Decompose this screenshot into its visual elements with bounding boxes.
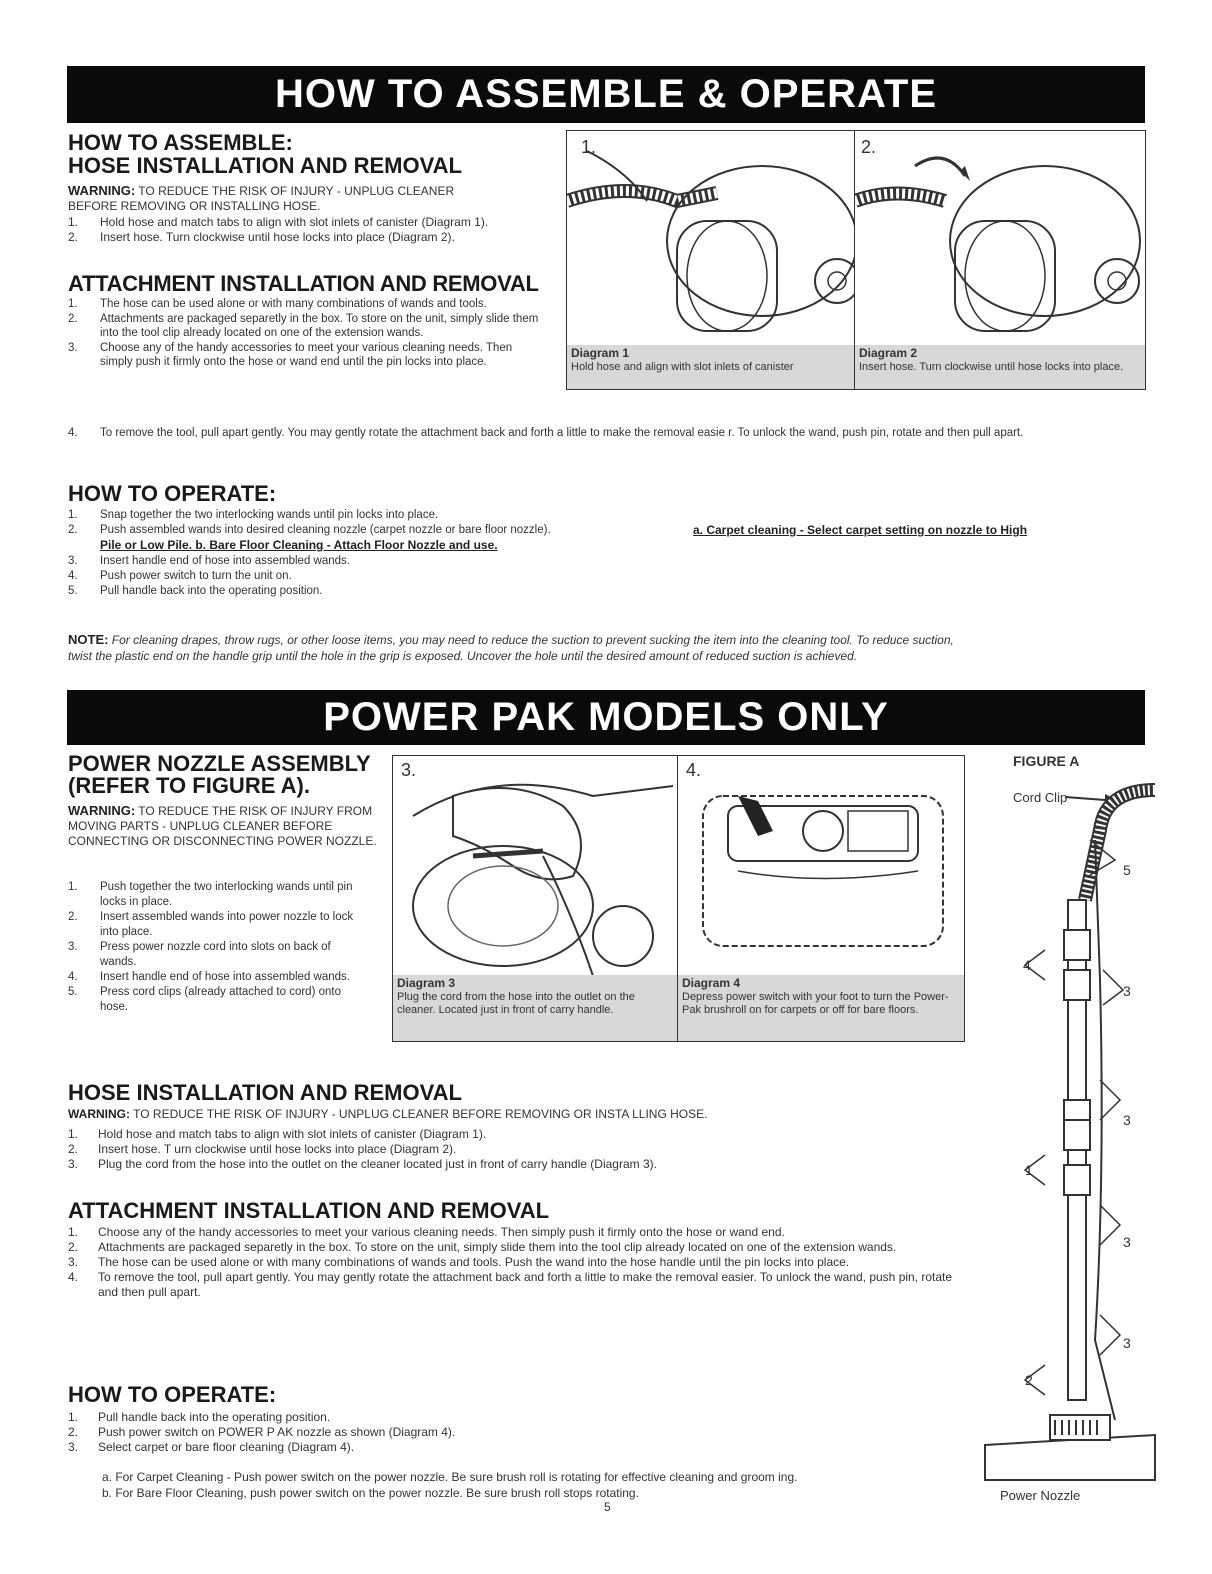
operate-sub-a: a. For Carpet Cleaning - Push power switch on the power nozzle. Be sure brush roll is rotating for effective cleaning and groom ing. [102, 1470, 798, 1484]
canister-hose-illustration [567, 131, 856, 351]
list-item: 5. Press cord clips (already attached to cord) onto hose. [68, 986, 341, 1013]
operate-steps [68, 508, 1148, 599]
warning-label: WARNING: [68, 183, 136, 198]
list-item: 2. Attachments are packaged separetly in the box. To store on the unit, simply slide them into the tool clip already located on one of the extension wands. [68, 1240, 897, 1254]
figure-label-3: 3 [1123, 983, 1131, 999]
warning-text-line2: BEFORE REMOVING OR INSTALLING HOSE. [68, 199, 321, 213]
power-nozzle-steps [68, 880, 368, 1015]
operate-heading-2: HOW TO OPERATE: [68, 1382, 277, 1407]
figure-label-2: 2 [1025, 1372, 1033, 1388]
attachment-step-4: 4. To remove the tool, pull apart gently. You may gently rotate the attachment back and forth a little to make the removal easie r. To unlock the wand, push pin, rotate and then pull apart. [68, 427, 1024, 439]
attachment-heading: ATTACHMENT INSTALLATION AND REMOVAL [68, 271, 539, 296]
figure-label-4: 4 [1023, 957, 1031, 973]
assemble-warning [68, 183, 548, 214]
warning-text: TO REDUCE THE RISK OF INJURY - UNPLUG CLEANER [138, 184, 455, 198]
figure-label-3: 3 [1123, 1112, 1131, 1128]
list-item: 3. Select carpet or bare floor cleaning (Diagram 4). [68, 1440, 355, 1454]
list-item: 2. Push assembled wands into desired cleaning nozzle (carpet nozzle or bare floor nozzle). a. Carpet cleaning - Select carpet setting on nozzle to High [68, 523, 1028, 537]
diagram-3: 3. Diagram 3 Plug the cord from the hose into the outlet on the cleaner. Located just in front of carry handle. [392, 755, 680, 1042]
plug-cord-illustration [393, 756, 679, 976]
diagram-4-caption: Diagram 4 Depress power switch with your foot to turn the Power-Pak brushroll on for carpets or off for bare floors. [678, 975, 964, 1041]
diagram-1-caption: Diagram 1 Hold hose and align with slot inlets of canister [567, 345, 856, 389]
list-item: 4. Push power switch to turn the unit on. [68, 570, 292, 582]
list-item: 4. Insert handle end of hose into assembled wands. [68, 971, 350, 983]
operate-steps-2 [68, 1410, 968, 1455]
hose-warning-2: WARNING: TO REDUCE THE RISK OF INJURY - UNPLUG CLEANER BEFORE REMOVING OR INSTA LLING HOSE. [68, 1107, 708, 1121]
figure-label-1: 1 [1025, 1162, 1033, 1178]
operate-sub-b: b. For Bare Floor Cleaning, push power switch on the power nozzle. Be sure brush roll stops rotating. [102, 1486, 639, 1500]
page-number: 5 [604, 1500, 611, 1514]
list-item: 2. Insert hose. Turn clockwise until hose locks into place (Diagram 2). [68, 230, 455, 244]
hose-steps-2 [68, 1127, 968, 1172]
list-item: 3. Insert handle end of hose into assembled wands. [68, 555, 350, 567]
list-item: 3. Press power nozzle cord into slots on back of wands. [68, 941, 331, 968]
figure-label-3: 3 [1123, 1234, 1131, 1250]
section-banner-power-pak: POWER PAK MODELS ONLY [67, 690, 1145, 745]
list-item: 1. Choose any of the handy accessories to meet your various cleaning needs. Then simply push it firmly onto the hose or wand end. [68, 1225, 785, 1239]
power-nozzle-warning: WARNING: TO REDUCE THE RISK OF INJURY FROM MOVING PARTS - UNPLUG CLEANER BEFORE CONNECTING OR DISCONNECTING POWER NOZZLE. [68, 803, 377, 848]
list-item: 3. Plug the cord from the hose into the outlet on the cleaner located just in front of carry handle (Diagram 3). [68, 1157, 657, 1171]
list-item: 1. The hose can be used alone or with many combinations of wands and tools. [68, 298, 487, 310]
power-nozzle-heading: POWER NOZZLE ASSEMBLY [68, 751, 371, 776]
attachment-heading-2: ATTACHMENT INSTALLATION AND REMOVAL [68, 1198, 550, 1223]
diagram-4: 4. Diagram 4 Depress power switch with your foot to turn the Power-Pak brushroll on for carpets or off for bare floors. [677, 755, 965, 1042]
figure-label-5: 5 [1123, 862, 1131, 878]
arrow-icon [915, 158, 965, 176]
note: NOTE: For cleaning drapes, throw rugs, or other loose items, you may need to reduce the suction to prevent sucking the item into the cleaning tool. To reduce suction, twist the plastic end on the handle grip until the hole in the grip is exposed. Uncover the hole until the desired amount of reduced suction is achieved. [68, 632, 954, 663]
attachment-steps [68, 297, 546, 370]
power-nozzle-label: Power Nozzle [1000, 1488, 1081, 1503]
figure-a-wand-illustration [965, 780, 1165, 1500]
list-item: 2. Insert assembled wands into power nozzle to lock into place. [68, 911, 354, 938]
diagram-1: 1. Diagram 1 Hold hose and align with slot inlets of canister [566, 130, 857, 390]
list-item: 4. To remove the tool, pull apart gently. You may gently rotate the attachment back and forth a little to make the removal easier. To unlock the wand, push pin, rotate and then pull apart. [68, 1270, 953, 1299]
diagram-3-caption: Diagram 3 Plug the cord from the hose into the outlet on the cleaner. Located just in front of carry handle. [393, 975, 679, 1041]
power-nozzle-switch-illustration [678, 756, 964, 976]
hose-installation-heading-2: HOSE INSTALLATION AND REMOVAL [68, 1080, 462, 1105]
list-item: 1. Snap together the two interlocking wands until pin locks into place. [68, 509, 439, 521]
list-item: 1. Hold hose and match tabs to align with slot inlets of canister (Diagram 1). [68, 1127, 487, 1141]
cord-clip-label: Cord Clip [1013, 790, 1068, 805]
attachment-steps-2 [68, 1225, 968, 1300]
list-item: 2. Push power switch on POWER P AK nozzle as shown (Diagram 4). [68, 1425, 456, 1439]
figure-label-3: 3 [1123, 1335, 1131, 1351]
diagram-2-caption: Diagram 2 Insert hose. Turn clockwise until hose locks into place. [855, 345, 1145, 389]
list-item: 2. Insert hose. T urn clockwise until hose locks into place (Diagram 2). [68, 1142, 457, 1156]
assemble-steps [68, 215, 548, 245]
section-banner-assemble-operate: HOW TO ASSEMBLE & OPERATE [67, 66, 1145, 123]
diagram-2: 2. Diagram 2 Insert hose. Turn clockwise until hose locks into place. [854, 130, 1146, 390]
assemble-heading: HOW TO ASSEMBLE: [68, 130, 293, 155]
figure-a-title: FIGURE A [1013, 753, 1080, 769]
list-item: 2. Attachments are packaged separetly in the box. To store on the unit, simply slide them into the tool clip already located on one of the extension wands. [68, 312, 539, 339]
hose-installation-heading: HOSE INSTALLATION AND REMOVAL [68, 153, 462, 178]
list-item: Pile or Low Pile. b. Bare Floor Cleaning - Attach Floor Nozzle and use. [100, 538, 498, 552]
list-item: 1. Pull handle back into the operating position. [68, 1410, 331, 1424]
list-item: 1. Push together the two interlocking wands until pin locks in place. [68, 881, 353, 908]
list-item: 5. Pull handle back into the operating position. [68, 585, 323, 597]
list-item: 1. Hold hose and match tabs to align with slot inlets of canister (Diagram 1). [68, 215, 489, 229]
operate-heading: HOW TO OPERATE: [68, 481, 277, 506]
power-nozzle-subheading: (REFER TO FIGURE A). [68, 773, 310, 798]
list-item: 3. Choose any of the handy accessories to meet your various cleaning needs. Then simply push it firmly onto the hose or wand end until the pin locks into place. [68, 341, 513, 368]
canister-hose-twist-illustration [855, 131, 1145, 351]
list-item: 3. The hose can be used alone or with many combinations of wands and tools. Push the wand into the hose handle until the pin locks into place. [68, 1255, 850, 1269]
